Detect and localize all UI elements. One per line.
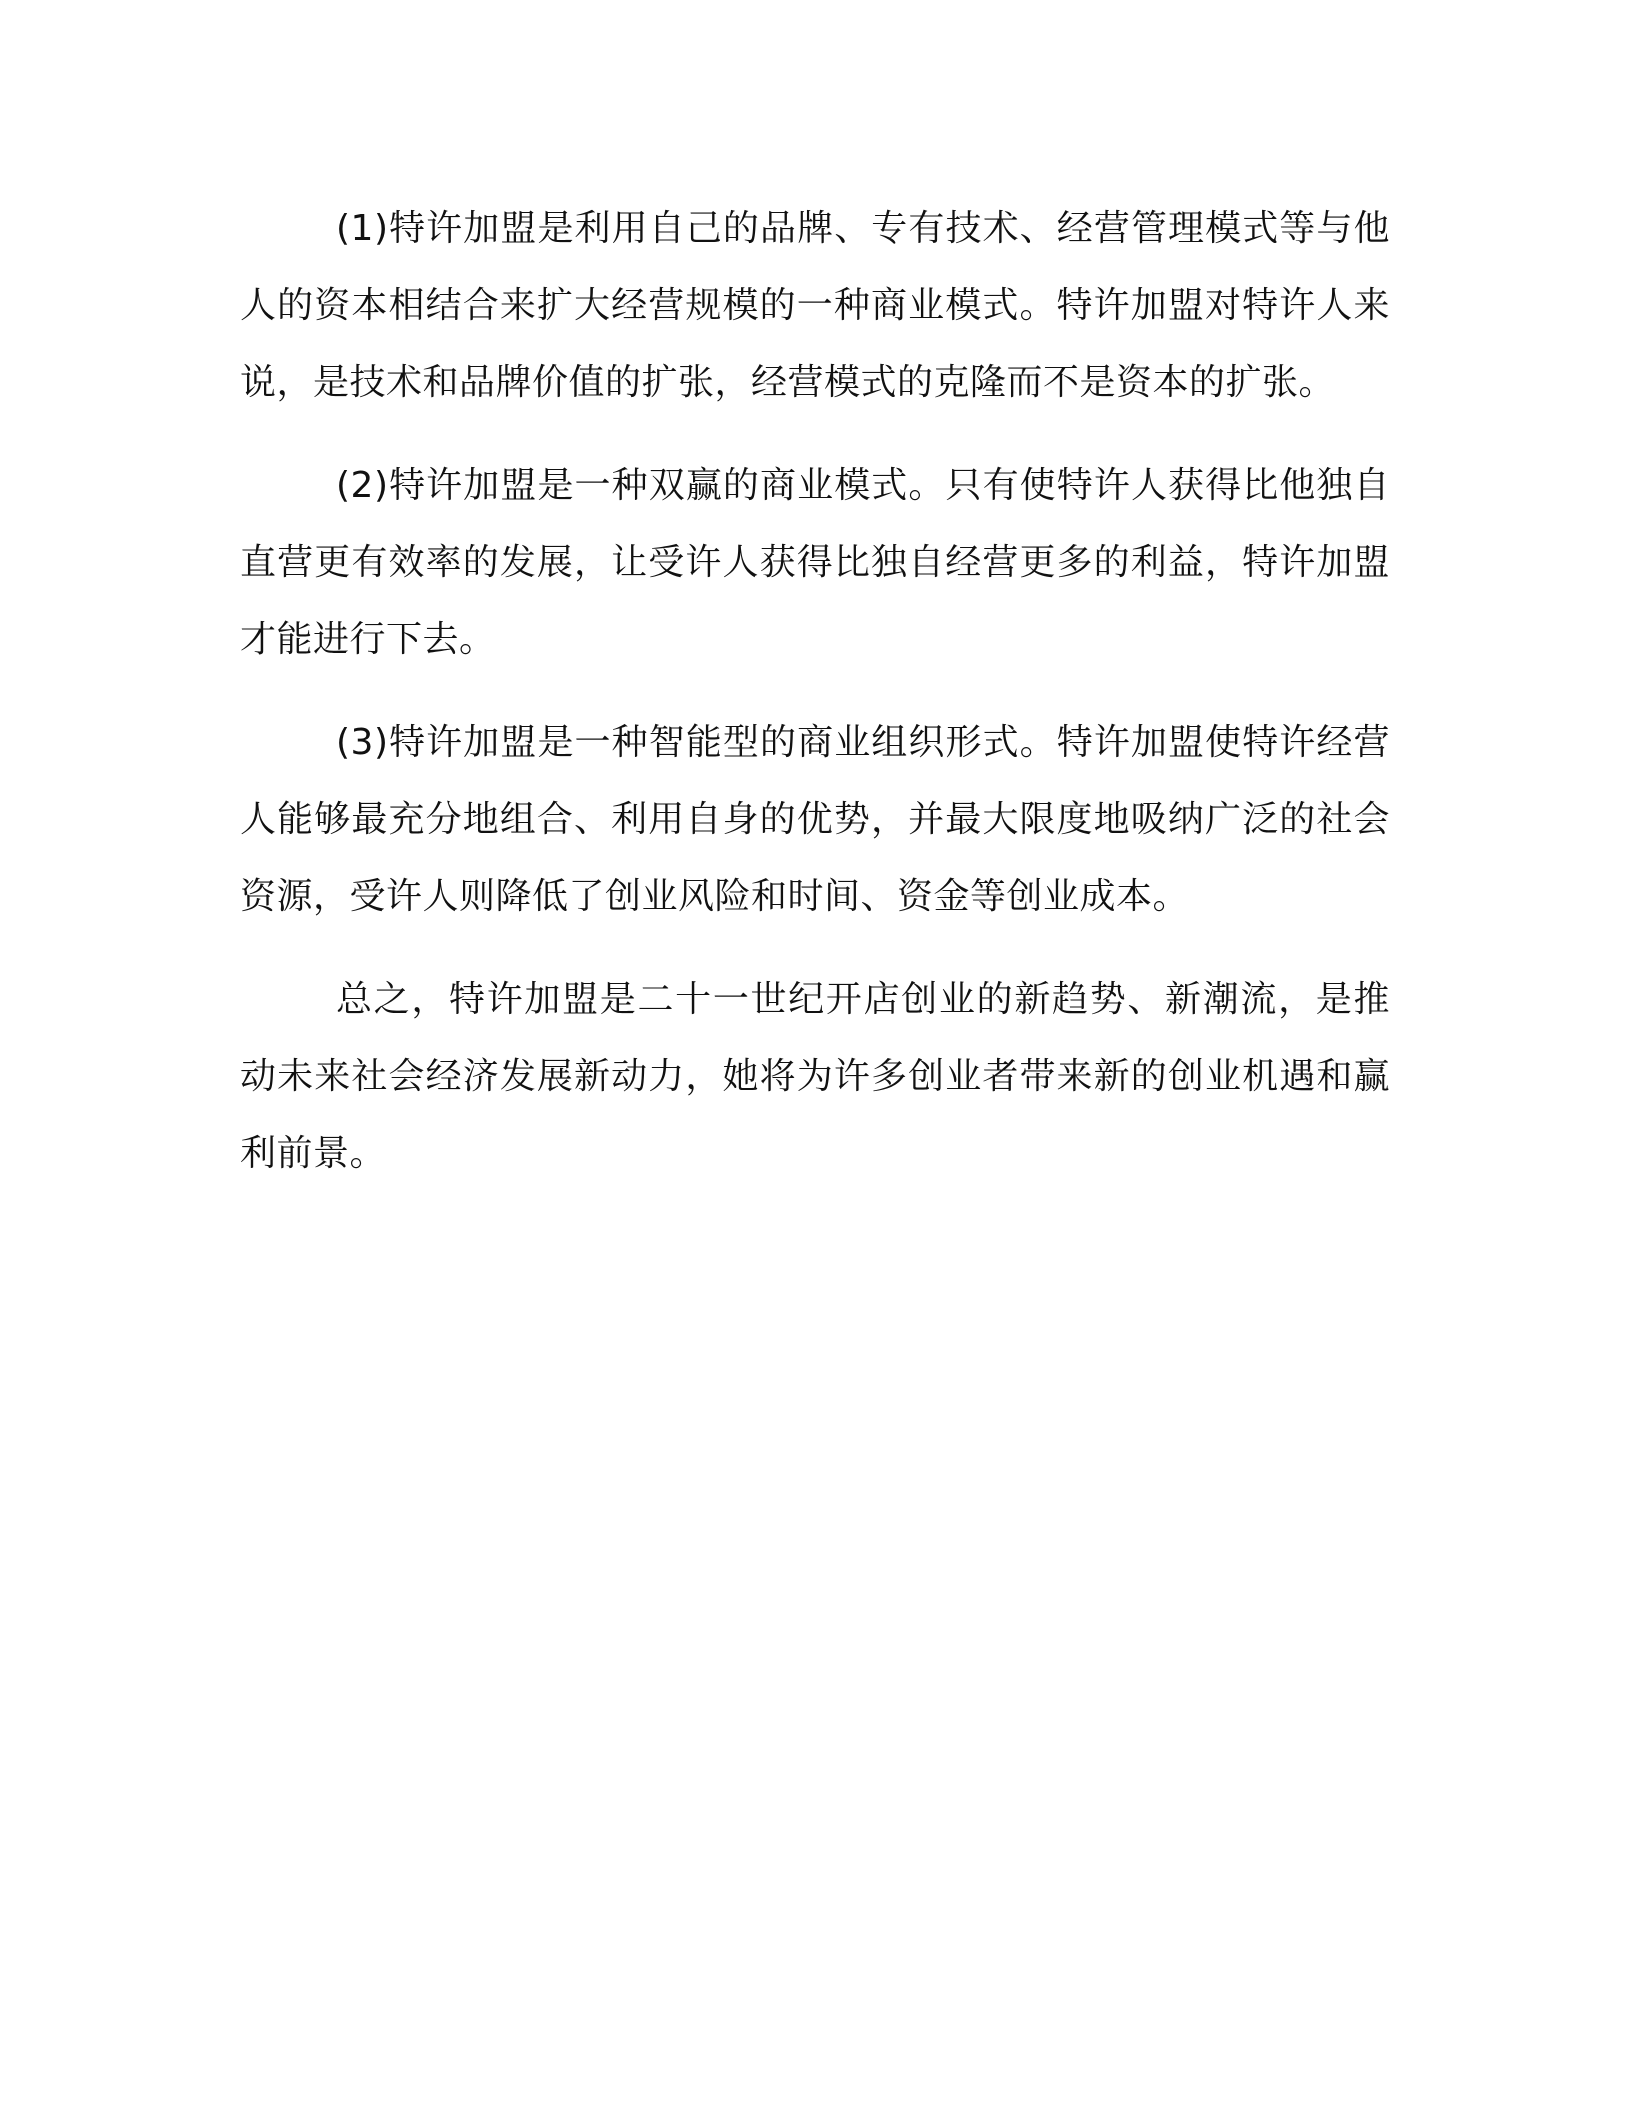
document-body [240,190,1390,1218]
paragraph-4: 总之，特许加盟是二十一世纪开店创业的新趋势、新潮流，是推动未来社会经济发展新动力，她将为许多创业者带来新的创业机遇和赢利前景。 [240,979,1390,1174]
paragraph-1: (1)特许加盟是利用自己的品牌、专有技术、经营管理模式等与他人的资本相结合来扩大经营规模的一种商业模式。特许加盟对特许人来说，是技术和品牌价值的扩张，经营模式的克隆而不是资本的扩张。 [240,208,1390,403]
paragraph-2: (2)特许加盟是一种双赢的商业模式。只有使特许人获得比他独自直营更有效率的发展，让受许人获得比独自经营更多的利益，特许加盟才能进行下去。 [240,465,1390,660]
paragraph-3: (3)特许加盟是一种智能型的商业组织形式。特许加盟使特许经营人能够最充分地组合、利用自身的优势，并最大限度地吸纳广泛的社会资源，受许人则降低了创业风险和时间、资金等创业成本。 [240,722,1390,917]
